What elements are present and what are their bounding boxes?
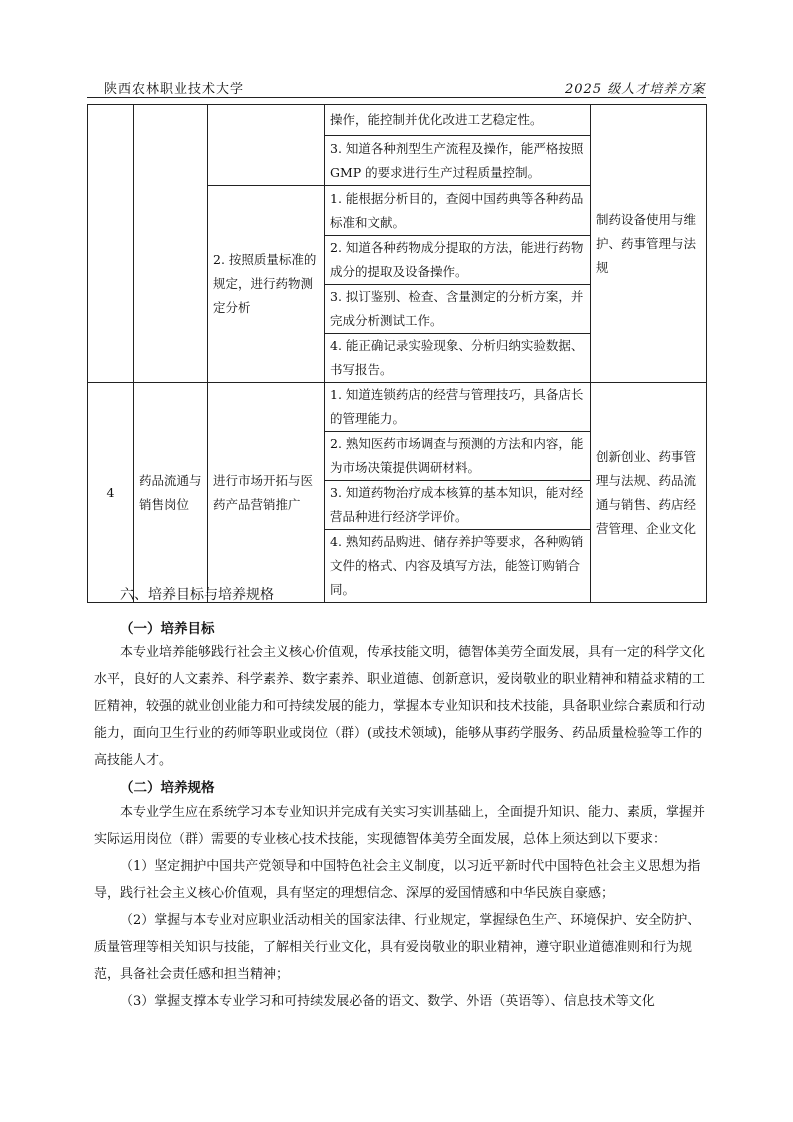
table-cell-ability: 3. 拟订鉴别、检查、含量测定的分析方案，并完成分析测试工作。 — [325, 285, 591, 334]
table-cell-ability: 2. 熟知医药市场调查与预测的方法和内容，能为市场决策提供调研材料。 — [325, 432, 591, 481]
table-cell-ability: 1. 知道连锁药店的经营与管理技巧，具备店长的管理能力。 — [325, 383, 591, 432]
table-cell-ability: 1. 能根据分析目的，查阅中国药典等各种药品标准和文献。 — [325, 186, 591, 236]
table-cell-ability: 操作，能控制并优化改进工艺稳定性。 — [325, 105, 591, 136]
table-cell-post-empty — [134, 105, 208, 383]
curriculum-table — [87, 104, 707, 603]
table-cell-ability: 3. 知道各种剂型生产流程及操作，能严格按照 GMP 的要求进行生产过程质量控制。 — [325, 136, 591, 186]
table-cell-ability: 4. 能正确记录实验现象、分析归纳实验数据、书写报告。 — [325, 334, 591, 383]
table-cell-task: 进行市场开拓与医药产品营销推广 — [208, 383, 325, 603]
table-row — [88, 383, 707, 432]
subsection-heading-spec: （二）培养规格 — [120, 780, 215, 796]
table-cell-num: 4 — [88, 383, 134, 603]
table-cell-post: 药品流通与销售岗位 — [134, 383, 208, 603]
goal-paragraph: 本专业培养能够践行社会主义核心价值观，传承技能文明，德智体美劳全面发展，具有一定的科学文化水平，良好的人文素养、科学素养、数字素养、职业道德、创新意识，爱岗敬业的职业精神和精益求精的工匠精神，较强的就业创业能力和可持续发展的能力，掌握本专业知识和技术技能，具备职业综合素质和行动能力，面向卫生行业的药师等职业或岗位（群）(或技术领域)，能够从事药学服务、药品质量检验等工作的高技能人才。 — [94, 645, 706, 768]
spec-intro-paragraph: 本专业学生应在系统学习本专业知识并完成有关实习实训基础上，全面提升知识、能力、素质，掌握并实际运用岗位（群）需要的专业核心技术技能，实现德智体美劳全面发展，总体上须达到以下要求： — [94, 805, 706, 847]
table-row — [88, 105, 707, 136]
table-cell-ability: 4. 熟知药品购进、储存养护等要求，各种购销文件的格式、内容及填写方法，能签订购销合同。 — [325, 530, 591, 603]
table-cell-ability: 2. 知道各种药物成分提取的方法，能进行药物成分的提取及设备操作。 — [325, 236, 591, 285]
table-cell-course: 创新创业、药事管理与法规、药品流通与销售、药店经营管理、企业文化 — [591, 383, 707, 603]
section-heading: 六、培养目标与培养规格 — [120, 587, 274, 603]
table-cell-task: 2. 按照质量标准的规定，进行药物测定分析 — [208, 186, 325, 383]
table-cell-num-empty — [88, 105, 134, 383]
header-document-title: 2025 级人才培养方案 — [565, 82, 706, 97]
requirement-item: （3）掌握支撑本专业学习和可持续发展必备的语文、数学、外语（英语等）、信息技术等文化 — [120, 994, 655, 1009]
header-divider — [87, 97, 706, 98]
table-cell-ability: 3. 知道药物治疗成本核算的基本知识，能对经营品种进行经济学评价。 — [325, 481, 591, 530]
table-cell-task-empty — [208, 105, 325, 186]
header-school-name: 陕西农林职业技术大学 — [104, 82, 245, 97]
table-cell-course: 制药设备使用与维护、药事管理与法规 — [591, 105, 707, 383]
requirement-item: （2）掌握与本专业对应职业活动相关的国家法律、行业规定，掌握绿色生产、环境保护、安全防护、质量管理等相关知识与技能，了解相关行业文化，具有爱岗敬业的职业精神，遵守职业道德准则和行为规范，具备社会责任感和担当精神； — [94, 913, 701, 982]
requirement-item: （1）坚定拥护中国共产党领导和中国特色社会主义制度，以习近平新时代中国特色社会主义思想为指导，践行社会主义核心价值观，具有坚定的理想信念、深厚的爱国情感和中华民族自豪感； — [94, 859, 701, 901]
subsection-heading-goal: （一）培养目标 — [120, 621, 215, 637]
